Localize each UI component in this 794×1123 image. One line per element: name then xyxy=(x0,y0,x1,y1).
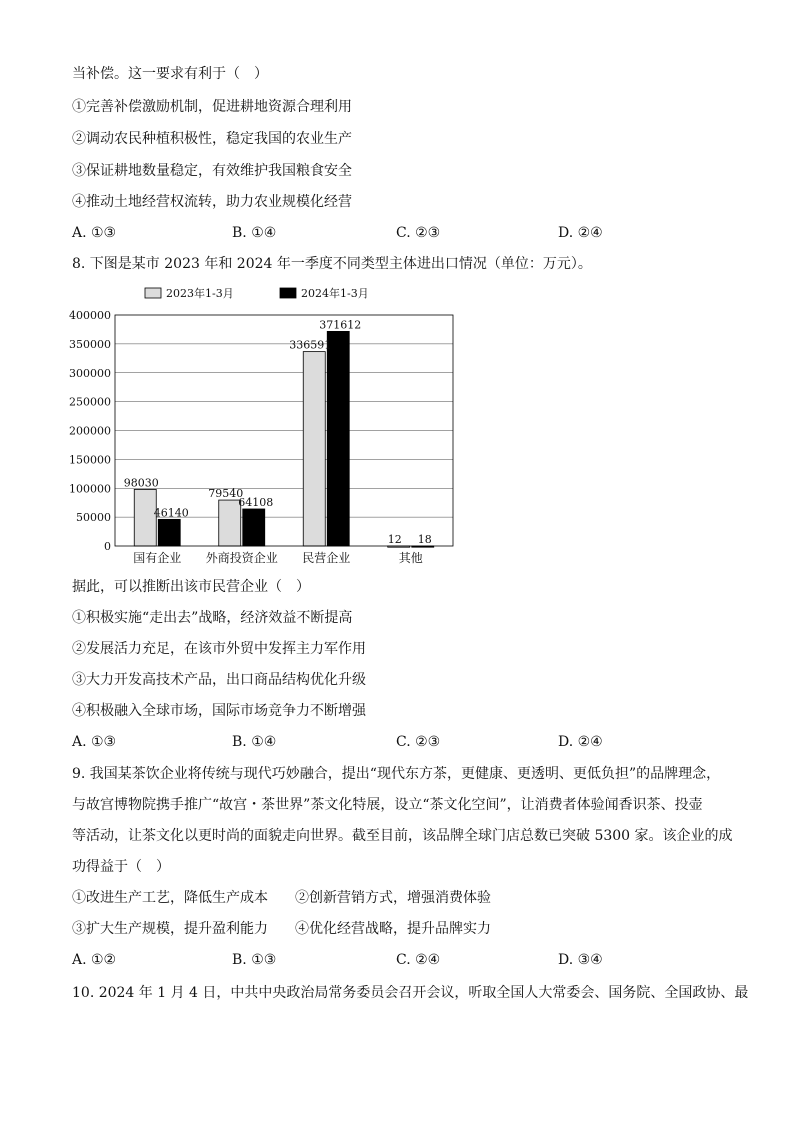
data-label: 46140 xyxy=(153,506,189,520)
data-label: 79540 xyxy=(208,487,244,501)
y-tick-label: 150000 xyxy=(69,453,111,467)
q9-stem-line-4: 功得益于（ ） xyxy=(72,859,170,875)
q8-stem: 8. 下图是某市 2023 年和 2024 年一季度不同类型主体进出口情况（单位：万元）。 xyxy=(72,256,592,272)
legend-label-2024: 2024年1-3月 xyxy=(301,287,369,300)
x-tick-label: 其他 xyxy=(398,551,423,565)
y-tick-label: 300000 xyxy=(69,366,111,380)
q7-item-1: ①完善补偿激励机制，促进耕地资源合理利用 xyxy=(72,99,352,115)
q9-stem-line-1: 9. 我国某茶饮企业将传统与现代巧妙融合，提出“现代东方茶，更健康、更透明、更低负担”的品牌理念， xyxy=(72,766,721,782)
q8-after: 据此，可以推断出该市民营企业（ ） xyxy=(72,579,310,595)
x-tick-label: 国有企业 xyxy=(133,551,182,565)
bar-2024 xyxy=(327,331,349,546)
y-tick-label: 100000 xyxy=(69,482,111,496)
q8-option-d: D. ②④ xyxy=(558,734,603,750)
q7-option-c: C. ②③ xyxy=(396,225,441,241)
q8-item-2: ②发展活力充足，在该市外贸中发挥主力军作用 xyxy=(72,641,366,657)
legend-swatch-2023 xyxy=(145,288,161,298)
chart-grid xyxy=(115,344,453,520)
x-tick-label: 外商投资企业 xyxy=(205,551,278,565)
y-axis-ticks xyxy=(69,309,111,553)
q9-item-4: ④优化经营战略，提升品牌实力 xyxy=(295,921,491,937)
data-label: 12 xyxy=(387,532,402,546)
q9-option-b: B. ①③ xyxy=(232,952,277,968)
y-tick-label: 400000 xyxy=(69,309,111,322)
data-label: 98030 xyxy=(123,476,159,490)
q9-stem-line-2: 与故宫博物院携手推广“故宫・茶世界”茶文化特展，设立“茶文化空间”，让消费者体验闻香识茶、投壶 xyxy=(72,797,703,813)
q7-item-4: ④推动土地经营权流转，助力农业规模化经营 xyxy=(72,194,352,210)
bar-2024 xyxy=(158,519,180,546)
x-tick-label: 民营企业 xyxy=(302,551,351,565)
y-tick-label: 250000 xyxy=(69,395,111,409)
q9-option-d: D. ③④ xyxy=(558,952,603,968)
q8-option-b: B. ①④ xyxy=(232,734,277,750)
q7-item-3: ③保证耕地数量稳定，有效维护我国粮食安全 xyxy=(72,163,352,179)
q9-item-1: ①改进生产工艺，降低生产成本 xyxy=(72,890,268,906)
data-labels xyxy=(124,318,432,546)
q7-option-d: D. ②④ xyxy=(558,225,603,241)
q8-option-a: A. ①③ xyxy=(72,734,117,750)
legend-swatch-2024 xyxy=(280,288,296,298)
q9-option-a: A. ①② xyxy=(72,952,117,968)
q8-item-1: ①积极实施“走出去”战略，经济效益不断提高 xyxy=(72,610,353,626)
y-tick-label: 50000 xyxy=(76,511,111,525)
q9-item-2: ②创新营销方式，增强消费体验 xyxy=(295,890,491,906)
data-label: 336591 xyxy=(289,338,332,352)
q8-option-c: C. ②③ xyxy=(396,734,441,750)
q9-stem-line-3: 等活动，让茶文化以更时尚的面貌走向世界。截至目前，该品牌全球门店总数已突破 5300 家。该企业的成 xyxy=(72,828,733,844)
q7-option-a: A. ①③ xyxy=(72,225,117,241)
legend-label-2023: 2023年1-3月 xyxy=(166,287,234,300)
data-label: 371612 xyxy=(319,318,362,332)
bar-2023 xyxy=(303,352,325,546)
q9-item-3: ③扩大生产规模，提升盈利能力 xyxy=(72,921,268,937)
bar-chart xyxy=(60,280,480,575)
y-tick-label: 200000 xyxy=(69,424,111,438)
y-tick-label: 350000 xyxy=(69,337,111,351)
q8-item-3: ③大力开发高技术产品，出口商品结构优化升级 xyxy=(72,672,366,688)
q8-item-4: ④积极融入全球市场，国际市场竞争力不断增强 xyxy=(72,703,366,719)
bar-2024 xyxy=(243,509,265,546)
q9-option-c: C. ②④ xyxy=(396,952,441,968)
q7-option-b: B. ①④ xyxy=(232,225,277,241)
q7-intro: 当补偿。这一要求有利于（ ） xyxy=(72,66,268,82)
q10-stem: 10. 2024 年 1 月 4 日，中共中央政治局常务委员会召开会议，听取全国人大常委会、国务院、全国政协、最 xyxy=(72,985,749,1001)
q7-item-2: ②调动农民种植积极性，稳定我国的农业生产 xyxy=(72,131,352,147)
x-axis-labels xyxy=(133,550,423,565)
chart-legend xyxy=(145,286,369,300)
data-label: 18 xyxy=(417,532,432,546)
data-label: 64108 xyxy=(238,495,274,509)
y-tick-label: 0 xyxy=(104,540,111,553)
